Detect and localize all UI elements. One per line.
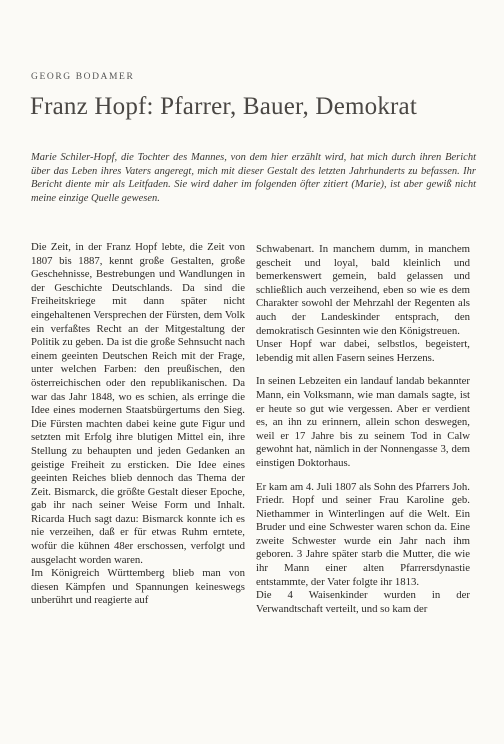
body-paragraph: Schwabenart. In manchem dumm, in manchem gescheit und loyal, bald kleinlich und bemerkenswert gemein, bald gelassen und schließlich auch verzeihend, eben so wie es dem Charakter sowohl der Mehrzahl der Regenten als auch der Landeskinder entsprach, den demokratisch Gesinnten wie den Königstreuen. (256, 243, 470, 337)
body-paragraph: Unser Hopf war dabei, selbstlos, begeistert, lebendig mit allen Fasern seines Herzens. (256, 338, 470, 364)
article-title: Franz Hopf: Pfarrer, Bauer, Demokrat (30, 93, 417, 120)
intro-paragraph: Marie Schiler-Hopf, die Tochter des Mannes, von dem hier erzählt wird, hat mich durch ihren Bericht über das Leben ihres Vaters angeregt, mich mit dieser Gestalt des letzten Jahrhunderts zu befassen. Ihr Bericht diente mir als Leitfaden. Sie wird daher im folgenden öfter zitiert (Marie), ist aber gewiß nicht meine einzige Quelle gewesen. (31, 152, 476, 204)
body-paragraph: Die 4 Waisenkinder wurden in der Verwandtschaft verteilt, und so kam der (256, 589, 470, 615)
body-paragraph: In seinen Lebzeiten ein landauf landab bekannter Mann, ein Volksmann, wie man damals sagte, ist er heute so gut wie vergessen. Aber er verdient es, an ihn zu erinnern, allein schon deswegen, weil er 17 Jahre bis zu seinem Tod in Calw gewohnt hat, nämlich in der Nonnengasse 3, dem einstigen Doktorhaus. (256, 375, 470, 469)
right-column (256, 243, 470, 616)
body-paragraph: Er kam am 4. Juli 1807 als Sohn des Pfarrers Joh. Friedr. Hopf und seiner Frau Karoline geb. Niethammer in Winterlingen auf die Welt. Ein Bruder und eine Schwester waren schon da. Eine zweite Schwester wurde ein Jahr nach ihm geboren. 3 Jahre später starb die Mutter, die wie ihr Mann einer alten Pfarrersdynastie entstammte, der Vater folgte ihr 1813. (256, 480, 470, 588)
author-name: GEORG BODAMER (31, 72, 135, 82)
body-paragraph: Im Königreich Württemberg blieb man von diesen Kämpfen und Spannungen keineswegs unberührt und reagierte auf (31, 567, 245, 607)
body-paragraph: Die Zeit, in der Franz Hopf lebte, die Zeit von 1807 bis 1887, kennt große Gestalten, große Geschehnisse, Bestrebungen und Wandlungen in der Geschichte Deutschlands. Da sind die Freiheitskriege mit dann später nicht eingehaltenen Versprechen der Fürsten, dem Volk ein verfaßtes Recht an der Mitgestaltung der Politik zu geben. Da ist die große Sehnsucht nach einem geeinten Deutschen Reich mit der Frage, unter welchen Farben: den preußischen, den österreichischen oder den republikanischen. Da war das Jahr 1848, wo es schien, als erringe die Idee eines modernen Staatsbürgertums den Sieg. Die Fürsten machten dabei keine gute Figur und setzten mit Erfolg ihre blutigen Mittel ein, ihre Stellung zu behaupten und jeden Gedanken an geistige Freiheit zu ersticken. Die Idee eines geeinten Reiches blieb dennoch das Thema der Zeit. Bismarck, die größte Gestalt dieser Epoche, gab ihr nach seiner Weise Form und Inhalt. Ricarda Huch sagt dazu: Bismarck konnte ich es nie verzeihen, daß er für etwas Ruhm erntete, wofür die kühnen 48er erschossen, verfolgt und ausgelacht worden waren. (31, 241, 245, 566)
left-column (31, 241, 245, 608)
